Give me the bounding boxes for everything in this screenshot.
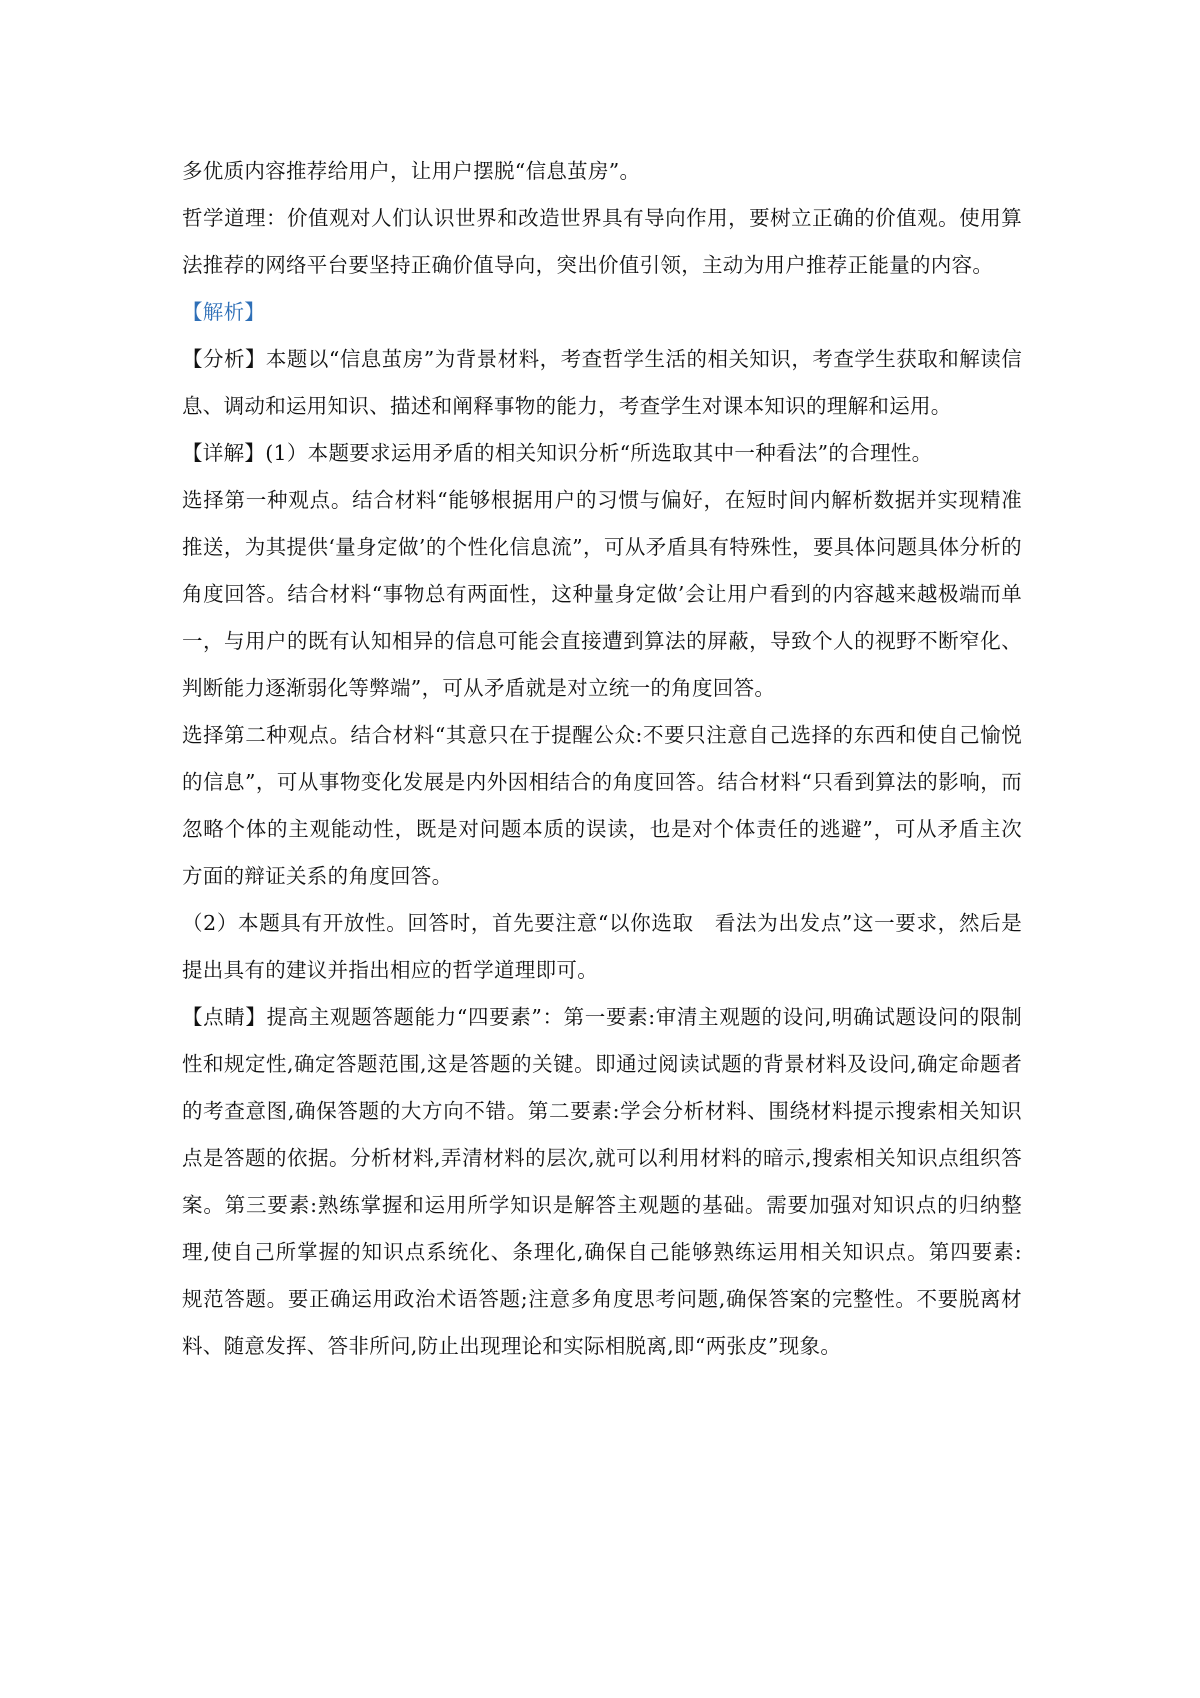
text-line: 理,使自己所掌握的知识点系统化、条理化,确保自己能够熟练运用相关知识点。第四要素: (182, 1240, 1022, 1264)
text-line: 哲学道理：价值观对人们认识世界和改造世界具有导向作用，要树立正确的价值观。使用算 (182, 206, 1022, 230)
text-line: 判断能力逐渐弱化等弊端”，可从矛盾就是对立统一的角度回答。 (182, 676, 776, 700)
text-line: 选择第一种观点。结合材料“能够根据用户的习惯与偏好，在短时间内解析数据并实现精准 (182, 488, 1022, 512)
text-line: 方面的辩证关系的角度回答。 (182, 864, 453, 888)
text-line: 选择第二种观点。结合材料“其意只在于提醒公众:不要只注意自己选择的东西和使自己愉悦 (182, 723, 1022, 747)
text-line: 料、随意发挥、答非所问,防止出现理论和实际相脱离,即“两张皮”现象。 (182, 1334, 842, 1358)
text-line: 点是答题的依据。分析材料,弄清材料的层次,就可以利用材料的暗示,搜索相关知识点组织答 (182, 1146, 1022, 1170)
section-heading-analysis: 【解析】 (182, 300, 266, 324)
text-line: 法推荐的网络平台要坚持正确价值导向，突出价值引领，主动为用户推荐正能量的内容。 (182, 253, 994, 277)
text-line: 忽略个体的主观能动性，既是对问题本质的误读，也是对个体责任的逃避”，可从矛盾主次 (182, 817, 1022, 841)
text-line: 角度回答。结合材料“事物总有两面性，这种量身定做’会让用户看到的内容越来越极端而单 (182, 582, 1022, 606)
text-line: 【点睛】提高主观题答题能力“四要素”：第一要素:审清主观题的设问,明确试题设问的限制 (182, 1005, 1022, 1029)
text-line: 多优质内容推荐给用户，让用户摆脱“信息茧房”。 (182, 159, 641, 183)
text-line: （2）本题具有开放性。回答时，首先要注意“以你选取 看法为出发点”这一要求，然后是 (182, 911, 1022, 935)
text-line: 【分析】本题以“信息茧房”为背景材料，考查哲学生活的相关知识，考查学生获取和解读信 (182, 347, 1022, 371)
text-line: 的信息”，可从事物变化发展是内外因相结合的角度回答。结合材料“只看到算法的影响，而 (182, 770, 1022, 794)
text-line: 一，与用户的既有认知相异的信息可能会直接遭到算法的屏蔽，导致个人的视野不断窄化、 (182, 629, 1022, 653)
text-line: 案。第三要素:熟练掌握和运用所学知识是解答主观题的基础。需要加强对知识点的归纳整 (182, 1193, 1022, 1217)
text-line: 的考查意图,确保答题的大方向不错。第二要素:学会分析材料、围绕材料提示搜索相关知识 (182, 1099, 1022, 1123)
text-line: 规范答题。要正确运用政治术语答题;注意多角度思考问题,确保答案的完整性。不要脱离材 (182, 1287, 1022, 1311)
text-line: 提出具有的建议并指出相应的哲学道理即可。 (182, 958, 598, 982)
text-line: 息、调动和运用知识、描述和阐释事物的能力，考查学生对课本知识的理解和运用。 (182, 394, 952, 418)
text-line: 性和规定性,确定答题范围,这是答题的关键。即通过阅读试题的背景材料及设问,确定命题者 (182, 1052, 1022, 1076)
text-line: 【详解】(1）本题要求运用矛盾的相关知识分析“所选取其中一种看法”的合理性。 (182, 441, 933, 465)
text-line: 推送，为其提供‘量身定做’的个性化信息流”，可从矛盾具有特殊性，要具体问题具体分析的 (182, 535, 1022, 559)
document-page (182, 148, 1022, 1370)
